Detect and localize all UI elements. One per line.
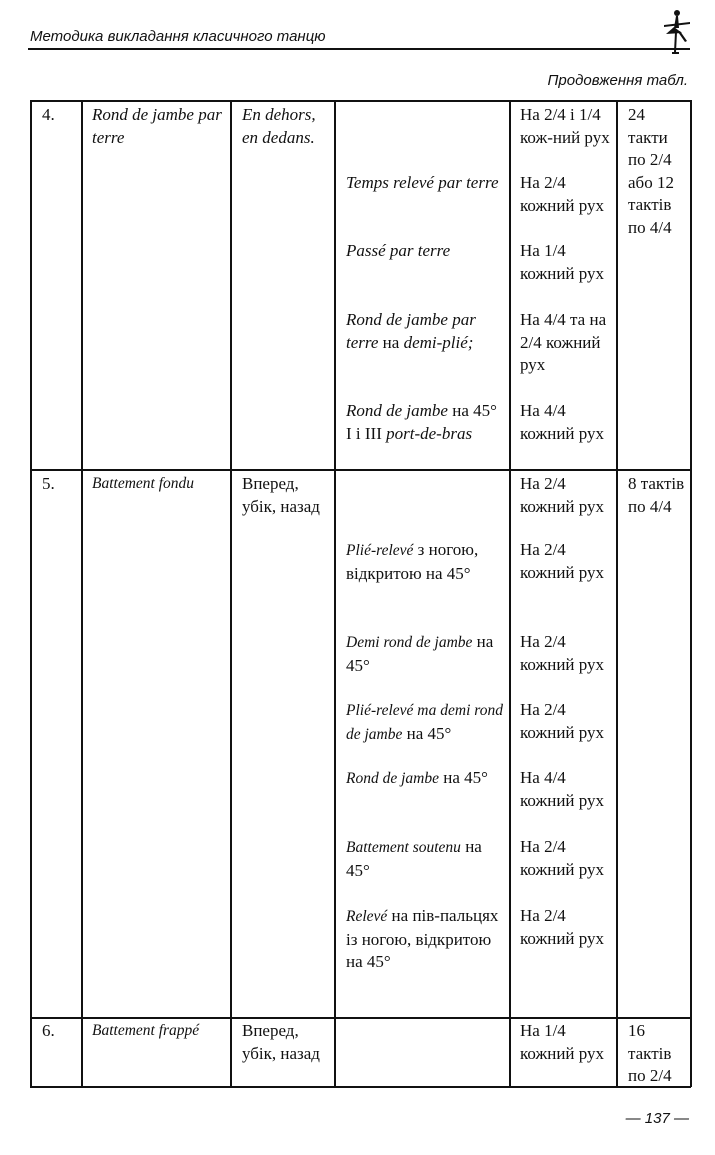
row-number: 4. [42, 105, 55, 124]
music-size: На 1/4 кожний рух [520, 241, 605, 283]
row-number: 5. [42, 474, 55, 493]
music-size: На 2/4 кожний рух [520, 700, 605, 742]
music-size: На 2/4 кожний рух [520, 173, 605, 215]
tempo: 8 тактів по 4/4 [628, 474, 685, 516]
variant-text: Temps relevé par terre [346, 173, 499, 192]
variant-text: Rond de jambe на 45° I і III port-de-bras [346, 401, 497, 443]
variant-text: Relevé на пів-пальцях із ногою, відкритою на 45° [346, 906, 499, 971]
variant-text: Demi rond de jambe на 45° [346, 632, 494, 675]
exercise-name: Rond de jambe par terre [92, 105, 222, 147]
music-size: На 2/4 кожний рух [520, 540, 605, 582]
variant-text: Plié-relevé та demi rond de jambe на 45° [346, 702, 503, 743]
exercise-name: Battement fondu [92, 475, 195, 492]
music-size: На 2/4 кожний рух [520, 474, 605, 516]
variant-text: Rond de jambe на 45° [346, 768, 488, 787]
tempo: 16 тактів по 2/4 [628, 1021, 672, 1085]
exercise-name: Battement frappé [92, 1022, 200, 1039]
ballet-dancer-icon [652, 8, 696, 54]
header-rule [28, 48, 690, 50]
direction: Вперед, убік, назад [242, 1021, 320, 1063]
music-size: На 2/4 і 1/4 кож-ний рух [520, 105, 610, 147]
tempo: 24 такти по 2/4 або 12 тактів по 4/4 [628, 105, 674, 237]
music-size: На 2/4 кожний рух [520, 837, 605, 879]
direction: Вперед, убік, назад [242, 474, 320, 516]
variant-text: Passé par terre [346, 241, 451, 260]
music-size: На 4/4 та на 2/4 кожний рух [520, 310, 607, 374]
music-size: На 4/4 кожний рух [520, 401, 605, 443]
table-continuation-label: Продовження табл. [547, 72, 688, 89]
variant-text: Rond de jambe par terre на demi-plié; [346, 310, 476, 352]
row-number: 6. [42, 1021, 55, 1040]
running-header-title: Методика викладання класичного танцю [30, 28, 326, 45]
direction: En dehors, en dedans. [242, 105, 316, 147]
variant-text: Battement soutenu на 45° [346, 837, 482, 880]
music-size: На 2/4 кожний рух [520, 906, 605, 948]
music-size: На 1/4 кожний рух [520, 1021, 605, 1063]
music-size: На 4/4 кожний рух [520, 768, 605, 810]
music-size: На 2/4 кожний рух [520, 632, 605, 674]
page-number: — 137 — [625, 1110, 689, 1127]
variant-text: Plié-relevé з ногою, відкритою на 45° [346, 540, 479, 583]
